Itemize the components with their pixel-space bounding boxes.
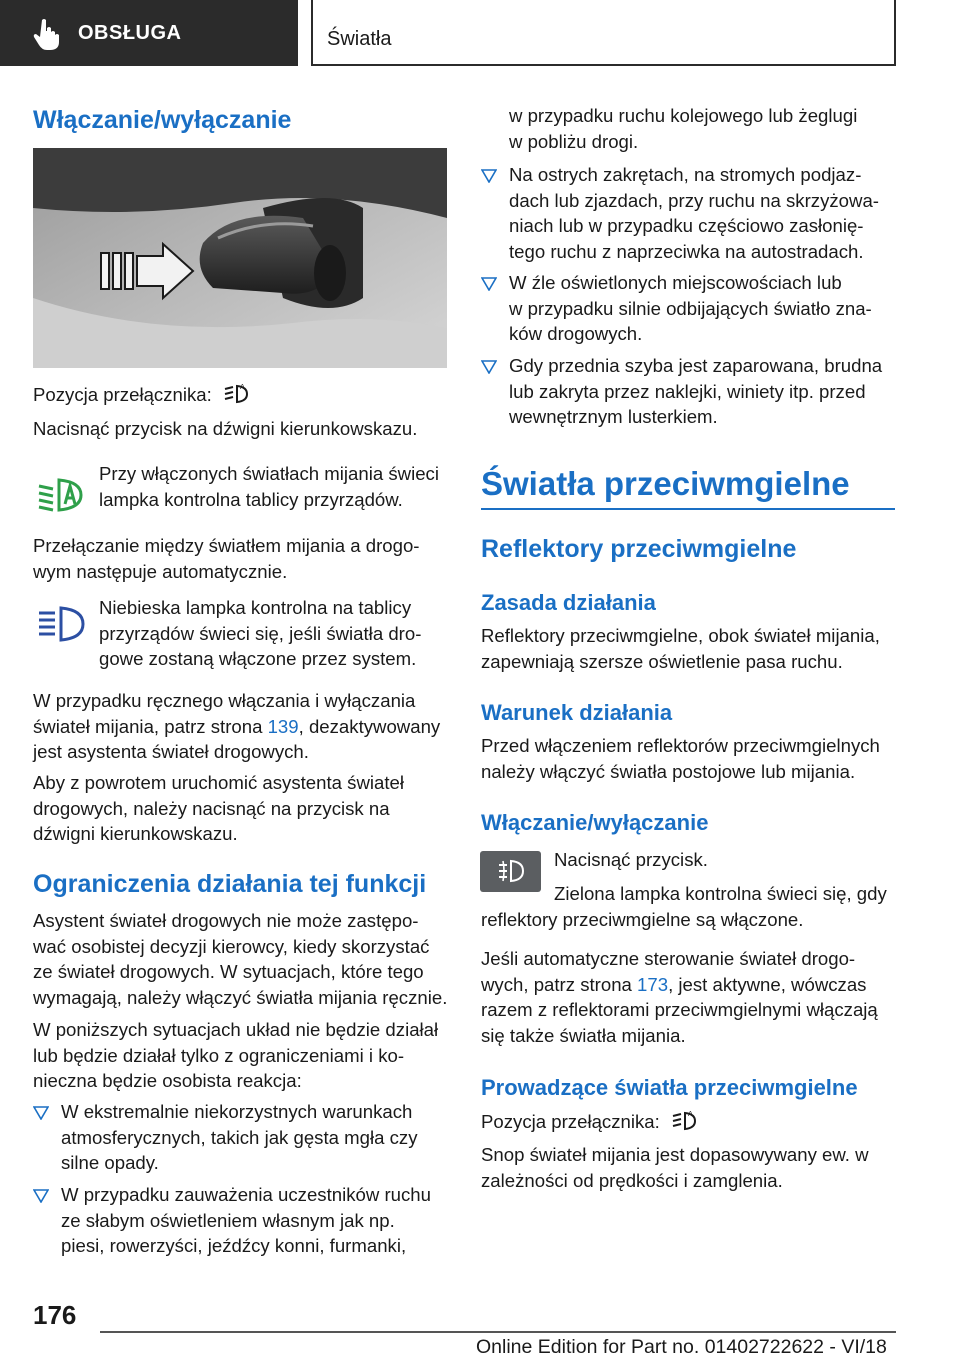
auto-high-beam-icon — [223, 381, 249, 405]
bullet-triangle-icon — [33, 1106, 49, 1120]
bullet-triangle-icon — [481, 360, 497, 374]
restart-paragraph: Aby z powrotem uruchomić asystenta świateł drogowych, należy nacisnąć na przycisk na dźwigni kierunkowskazu. — [33, 772, 404, 844]
page-link-139[interactable]: 139 — [267, 715, 299, 737]
green-indicator-paragraph: Zielona lampka kontrolna świeci się, gdy reflektory przeciwmgielne są włączone. — [481, 883, 887, 930]
svg-text:A: A — [239, 383, 245, 391]
list-item: Na ostrych zakrętach, na stromych podjaz‐ dach lub zjazdach, przy ruchu na skrzyżowa‐ niach lub w przypadku częściowo zasłonię‐ tego ruchu z naprzeciwka na autostradach. — [481, 162, 895, 264]
press-button-text: Nacisnąć przycisk. — [554, 849, 708, 870]
switch-position-label: Pozycja przełącznika: — [33, 384, 212, 405]
turn-signal-lever-illustration — [33, 148, 447, 368]
switch-position-line-right: Pozycja przełącznika: A — [481, 1108, 697, 1135]
heading-front-fog-lights: Reflektory przeciwmgielne — [481, 535, 797, 563]
lever-photo — [33, 148, 447, 368]
auto-switch-paragraph: Przełączanie między światłem mijania a drogo‐ wym następuje automatycznie. — [33, 535, 420, 582]
heading-limitations: Ograniczenia działania tej funkcji — [33, 870, 427, 898]
heading-principle: Zasada działania — [481, 590, 656, 615]
note-high-beam: Niebieska lampka kontrolna na tablicy przyrządów świeci się, jeśli światła dro‐ gowe zostaną włączone przez system. — [99, 597, 422, 669]
footer-rule — [100, 1331, 896, 1333]
manual-paragraph: W przypadku ręcznego włączania i wyłączania świateł mijania, patrz strona 139, dezaktywowany jest asystenta świateł drogowych. — [33, 690, 441, 762]
list-item: W przypadku zauważenia uczestników ruchu ze słabym oświetleniem własnym jak np. piesi, rowerzyści, jeźdźcy konni, furmanki, — [33, 1182, 433, 1259]
bullet-triangle-icon — [481, 277, 497, 291]
bullet-triangle-icon — [33, 1189, 49, 1203]
heading-rule — [481, 508, 895, 510]
list-item: Gdy przednia szyba jest zaparowana, brudna lub zakryta przez naklejki, winiety itp. przed wewnętrznym lusterkiem. — [481, 353, 895, 430]
bullet-triangle-icon — [481, 169, 497, 183]
low-beam-indicator-icon — [37, 476, 85, 514]
high-beam-indicator-icon — [37, 604, 85, 644]
chapter-title: Światła — [327, 28, 392, 50]
section-title: OBSŁUGA — [78, 21, 182, 44]
chapter-tab — [311, 0, 896, 66]
auto-light-icon — [671, 1108, 697, 1132]
note-low-beam: Przy włączonych światłach mijania świeci lampka kontrolna tablicy przyrządów. — [99, 463, 439, 510]
hand-pointer-icon — [30, 16, 64, 50]
list-item: W źle oświetlonych miejscowościach lub w przypadku silnie odbijających światło zna‐ ków drogowych. — [481, 270, 895, 347]
heading-on-off: Włączanie/wyłączanie — [33, 106, 292, 134]
situations-paragraph: W poniższych sytuacjach układ nie będzie działał lub będzie działał tylko z ograniczeniami i ko‐ nieczna będzie osobista reakcja: — [33, 1019, 439, 1091]
heading-cornering-fog: Prowadzące światła przeciwmgielne — [481, 1075, 858, 1100]
heading-condition: Warunek działania — [481, 700, 673, 725]
page-number: 176 — [33, 1300, 77, 1330]
edition-text: Online Edition for Part no. 01402722622 - VI/18 — [476, 1336, 887, 1358]
press-lever-text: Nacisnąć przycisk na dźwigni kierunkowskazu. — [33, 418, 418, 439]
page-link-173[interactable]: 173 — [637, 973, 669, 995]
heading-fog-lights: Światła przeciwmgielne — [481, 465, 850, 502]
section-tab — [0, 0, 298, 66]
condition-paragraph: Przed włączeniem reflektorów przeciwmgielnych należy włączyć światła postojowe lub mijania. — [481, 735, 880, 782]
list-item: W ekstremalnie niekorzystnych warunkach atmosferycznych, takich jak gęsta mgła czy silne opady. — [33, 1099, 433, 1176]
page-header — [0, 0, 960, 66]
auto-paragraph: Jeśli automatyczne sterowanie świateł drogo‐ wych, patrz strona 173, jest aktywne, wówczas razem z reflektorami przeciwmgielnymi włączają się także światła mijania. — [481, 948, 878, 1046]
heading-fog-on-off: Włączanie/wyłączanie — [481, 810, 709, 835]
limitations-paragraph: Asystent świateł drogowych nie może zastępo‐ wać osobistej decyzji kierowcy, kiedy skorzystać ze świateł drogowych. W sytuacjach, które tego wymagają, należy włączyć światła mijania ręcznie. — [33, 910, 448, 1008]
bullet-continuation: w przypadku ruchu kolejowego lub żeglugi w pobliżu drogi. — [509, 105, 858, 152]
beam-paragraph: Snop świateł mijania jest dopasowywany ew. w zależności od prędkości i zamglenia. — [481, 1144, 869, 1191]
principle-paragraph: Reflektory przeciwmgielne, obok świateł mijania, zapewniają szersze oświetlenie pasa ruchu. — [481, 625, 880, 672]
switch-position-line — [33, 381, 249, 408]
svg-text:A: A — [687, 1110, 693, 1118]
